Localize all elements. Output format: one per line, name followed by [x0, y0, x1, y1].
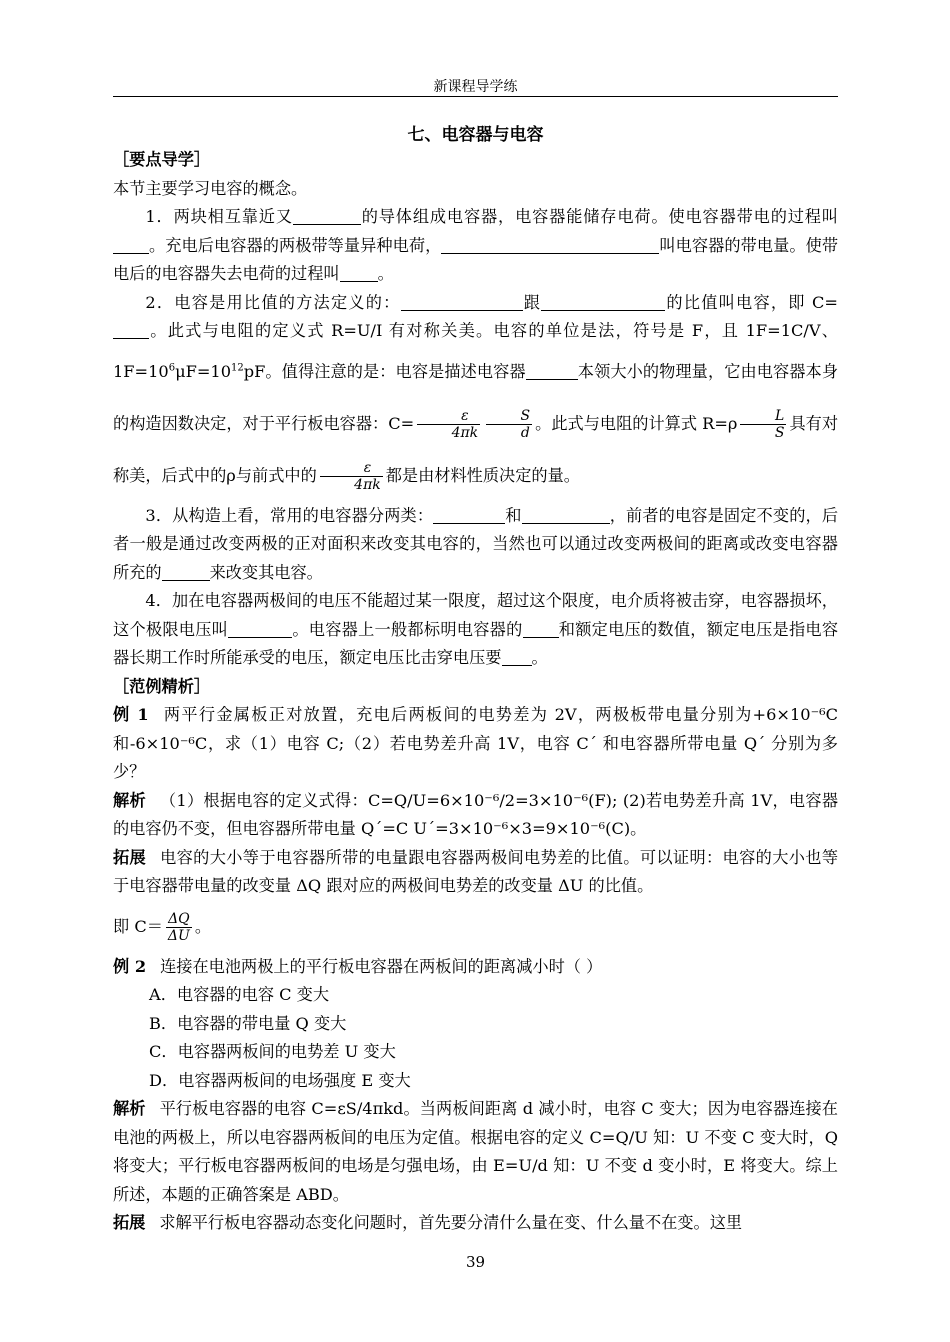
- section-heading-examples: ［范例精析］: [113, 676, 211, 696]
- section-title: 七、电容器与电容: [407, 125, 544, 145]
- fraction-s-over-d: $\frac{S}{d}$: [486, 408, 532, 441]
- item-3: 3．从构造上看，常用的电容器分两类： 和 ，前者的电容是固定不变的，后者一般是通过改变两极的正对面积来改变其电容的，当然也可以通过改变两极间的距离或改变电容器所充的 来改变其电容。: [113, 505, 839, 582]
- fraction-eps-over-4pik: $\frac{\varepsilon}{4\pi k}$: [417, 408, 480, 441]
- item-1: 1．两块相互靠近又 的导体组成电容器，电容器能储存电荷。使电容器带电的过程叫。充电后电容器的两极带等量异种电荷， 叫电容器的带电量。使带电后的电容器失去电荷的过程叫 。: [113, 207, 839, 283]
- section-heading-key-points: ［要点导学］: [113, 150, 211, 169]
- fraction-dq-over-du: $\frac{\Delta Q}{\Delta U}$: [167, 910, 190, 944]
- example-2: 例 2 连接在电池两极上的平行板电容器在两板间的距离减小时（ ）: [113, 956, 603, 976]
- option-c: C．电容器两板间的电势差 U 变大: [149, 1042, 396, 1061]
- blank[interactable]: [502, 647, 532, 666]
- blank[interactable]: [113, 320, 149, 339]
- page-number: 39: [465, 1253, 486, 1271]
- option-b: B．电容器的带电量 Q 变大: [149, 1013, 347, 1033]
- blank[interactable]: [401, 292, 523, 311]
- blank[interactable]: [522, 505, 610, 524]
- header-rule: [113, 96, 838, 97]
- fraction-l-over-s: $\frac{L}{S}$: [740, 408, 786, 441]
- analysis-2: 解析 平行板电容器的电容 C=εS/4πkd。当两板间距离 d 减小时，电容 C 变大；因为电容器连接在电池的两极上，所以电容器两板间的电压为定值。根据电容的定义 C=Q/U 知：U 不变 C 变大时，Q 将变大；平行板电容器两板间的电场是匀强电场，由 E=U/d 知：U 不变 d 变小时，E 将变大。综上所述，本题的正确答案是 ABD。: [113, 1099, 838, 1204]
- blank[interactable]: [293, 206, 361, 225]
- blank[interactable]: [113, 235, 149, 254]
- example-1: 例 1 两平行金属板正对放置，充电后两板间的电势差为 2V，两极板带电量分别为+6×10⁻⁶C 和-6×10⁻⁶C，求（1）电容 C;（2）若电势差升高 1V，电容 C´ 和电容器所带电量 Q´ 分别为多少？: [113, 705, 839, 781]
- blank[interactable]: [228, 619, 292, 638]
- blank[interactable]: [340, 263, 378, 282]
- blank[interactable]: [162, 562, 210, 581]
- extension-1: 拓展 电容的大小等于电容器所带的电量跟电容器两极间电势差的比值。可以证明：电容的大小也等于电容器带电量的改变量 ΔQ 跟对应的两极间电势差的改变量 ΔU 的比值。: [113, 847, 839, 895]
- body-text: [113, 146, 838, 1238]
- option-d: D．电容器两板间的电场强度 E 变大: [149, 1070, 411, 1090]
- running-header: 新课程导学练: [433, 79, 518, 95]
- blank[interactable]: [441, 235, 659, 254]
- blank[interactable]: [433, 505, 505, 524]
- extension-1-formula: 即 C＝ $\frac{\Delta Q}{\Delta U}$ 。: [113, 910, 212, 944]
- blank[interactable]: [526, 361, 578, 380]
- fraction-eps-over-4pik-2: $\frac{\varepsilon}{4\pi k}$: [320, 460, 383, 493]
- intro-paragraph: 本节主要学习电容的概念。: [113, 178, 308, 198]
- extension-2: 拓展 求解平行板电容器动态变化问题时，首先要分清什么量在变、什么量不在变。这里: [113, 1213, 743, 1232]
- analysis-1: 解析 （1）根据电容的定义式得：C=Q/U=6×10⁻⁶/2=3×10⁻⁶(F); (2)若电势差升高 1V，电容器的电容仍不变，但电容器所带电量 Q´=C U´=3×10⁻⁶×3=9×10⁻⁶(C)。: [113, 790, 839, 838]
- item-2: 2．电容是用比值的方法定义的： 跟 的比值叫电容，即 C=。此式与电阻的定义式 R=U/I 有对称关美。电容的单位是法，符号是 F，且 1F=1C/V、$1F=10^6\mu F=10^{12}pF$。值得注意的是：电容是描述电容器 本领大小的物理量，它由电容器本身的构造因数决定，对于平行板电容器：C= $\frac{\varepsilon}{4\pi k}$ $\frac{S}{d}$ 。此式与电阻的计算式 R=ρ $\frac{L}{S}$ 具有对称美，后式中的ρ与前式中的 $\frac{\varepsilon}{4\pi k}$ 都是由材料性质决定的量。: [113, 292, 839, 493]
- blank[interactable]: [523, 619, 559, 638]
- item-4: 4．加在电容器两极间的电压不能超过某一限度，超过这个限度，电介质将被击穿，电容器损坏，这个极限电压叫 。电容器上一般都标明电容器的 和额定电压的数值，额定电压是指电容器长期工作时所能承受的电压，额定电压比击穿电压要 。: [113, 591, 839, 667]
- option-a: A．电容器的电容 C 变大: [149, 985, 330, 1004]
- blank[interactable]: [541, 292, 665, 311]
